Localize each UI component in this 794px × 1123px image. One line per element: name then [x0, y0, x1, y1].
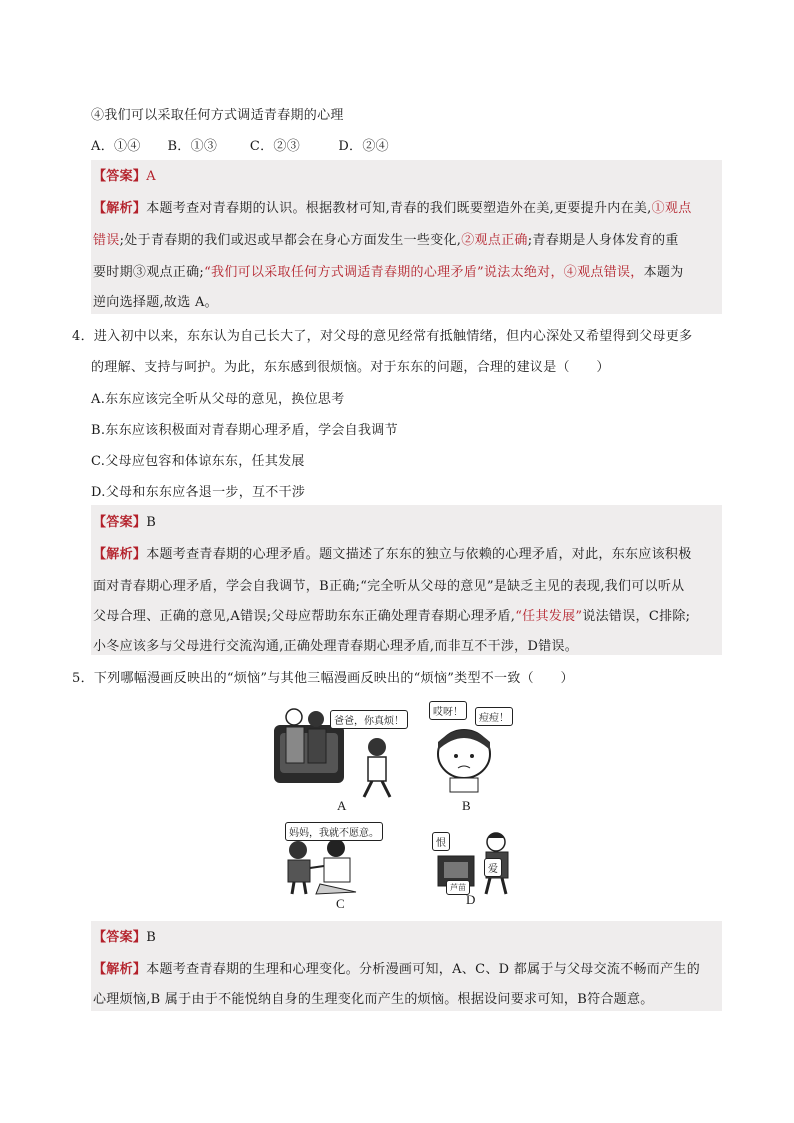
analysis-highlight: 错误 [93, 233, 120, 248]
comic-b-bubble-1: 哎呀！ [429, 701, 467, 720]
analysis-text: 父母合理、正确的意见,A错误;父母应帮助东东正确处理青春期心理矛盾, [93, 609, 516, 624]
comic-b-bubble-2: 痘痘！ [475, 707, 513, 726]
analysis-text: 说法错误，C排除; [582, 609, 691, 624]
analysis-text: ;青春期是人身体发育的重 [527, 233, 679, 248]
q3-analysis-line3 [93, 261, 684, 280]
answer-value: B [146, 930, 157, 945]
q5-analysis-line2: 心理烦恼,B 属于由于不能悦纳自身的生理变化而产生的烦恼。根据设问要求可知，B符合题意。 [93, 992, 654, 1007]
q4-answer [93, 511, 156, 530]
analysis-highlight: “我们可以采取任何方式调适青春期的心理矛盾”说法太绝对，④观点错误， [204, 265, 644, 280]
q3-item4: ④我们可以采取任何方式调适青春期的心理 [91, 108, 344, 123]
q4-analysis-line3 [93, 605, 690, 624]
analysis-text: ;处于青春期的我们或迟或早都会在身心方面发生一些变化, [119, 233, 462, 248]
comic-d-word-love: 爱 [484, 858, 502, 877]
comic-b [430, 722, 510, 794]
q4-analysis-line4: 小冬应该多与父母进行交流沟通,正确处理青春期心理矛盾,而非互不干涉，D错误。 [93, 639, 579, 654]
analysis-tag: 【解析】 [93, 962, 147, 977]
answer-tag: 【答案】 [93, 930, 147, 945]
comic-a-label: A [337, 798, 347, 813]
analysis-text: 要时期③观点正确; [93, 265, 205, 280]
answer-tag: 【答案】 [93, 515, 147, 530]
comic-c-bubble: 妈妈，我就不愿意。 [285, 822, 383, 841]
answer-value: A [146, 169, 156, 184]
comic-d-word-3: 芦苗 [446, 880, 470, 895]
q4-option-c: C.父母应包容和体谅东东，任其发展 [91, 454, 305, 469]
q3-analysis-line1 [93, 197, 692, 216]
q4-option-d: D.父母和东东应各退一步，互不干涉 [91, 485, 306, 500]
q5-analysis-line1 [93, 958, 700, 977]
answer-tag: 【答案】 [93, 169, 147, 184]
analysis-tag: 【解析】 [93, 547, 147, 562]
q3-option-d: D．②④ [338, 139, 389, 154]
analysis-text: 本题考查对青春期的认识。根据教材可知,青春的我们既要塑造外在美,更要提升内在美, [146, 201, 652, 216]
q4-option-b: B.东东应该积极面对青春期心理矛盾，学会自我调节 [91, 423, 398, 438]
q3-answer [93, 165, 156, 184]
analysis-highlight: “任其发展” [515, 609, 583, 624]
comic-c-label: C [336, 896, 345, 911]
comic-a-bubble: 爸爸，你真烦！ [330, 710, 408, 729]
q5-answer [93, 926, 156, 945]
comic-b-label: B [462, 798, 471, 813]
q4-stem-line1: 4．进入初中以来，东东认为自己长大了，对父母的意见经常有抵触情绪，但内心深处又希望得到父母更多 [72, 329, 693, 344]
analysis-tag: 【解析】 [93, 201, 147, 216]
analysis-text: 本题为 [643, 265, 684, 280]
q3-analysis-line4: 逆向选择题,故选 A。 [93, 295, 218, 310]
q4-option-a: A.东东应该完全听从父母的意见，换位思考 [91, 392, 345, 407]
q4-analysis-line2: 面对青春期心理矛盾，学会自我调节，B正确;“完全听从父母的意见”是缺乏主见的表现,我们可以听从 [93, 579, 685, 594]
q3-options [91, 135, 389, 154]
answer-value: B [146, 515, 157, 530]
q3-option-a: A．①④ [91, 139, 141, 154]
analysis-highlight: ①观点 [651, 201, 692, 216]
q3-analysis-line2 [93, 229, 679, 248]
analysis-text: 本题考查青春期的心理矛盾。题文描述了东东的独立与依赖的心理矛盾，对此，东东应该积极 [146, 547, 692, 562]
analysis-highlight: ②观点正确 [461, 233, 528, 248]
comic-d-label: D [466, 892, 476, 907]
q4-stem-line2: 的理解、支持与呵护。为此，东东感到很烦恼。对于东东的问题，合理的建议是（ ） [91, 360, 610, 375]
q3-option-b: B．①③ [167, 139, 218, 154]
q3-option-c: C．②③ [249, 139, 301, 154]
comic-c [276, 838, 386, 896]
q4-analysis-line1 [93, 543, 692, 562]
analysis-text: 本题考查青春期的生理和心理变化。分析漫画可知，A、C、D 都属于与父母交流不畅而产生的 [146, 962, 700, 977]
q5-stem: 5．下列哪幅漫画反映出的“烦恼”与其他三幅漫画反映出的“烦恼”类型不一致（ ） [72, 671, 574, 686]
comic-d-word-hate: 恨 [432, 832, 450, 851]
